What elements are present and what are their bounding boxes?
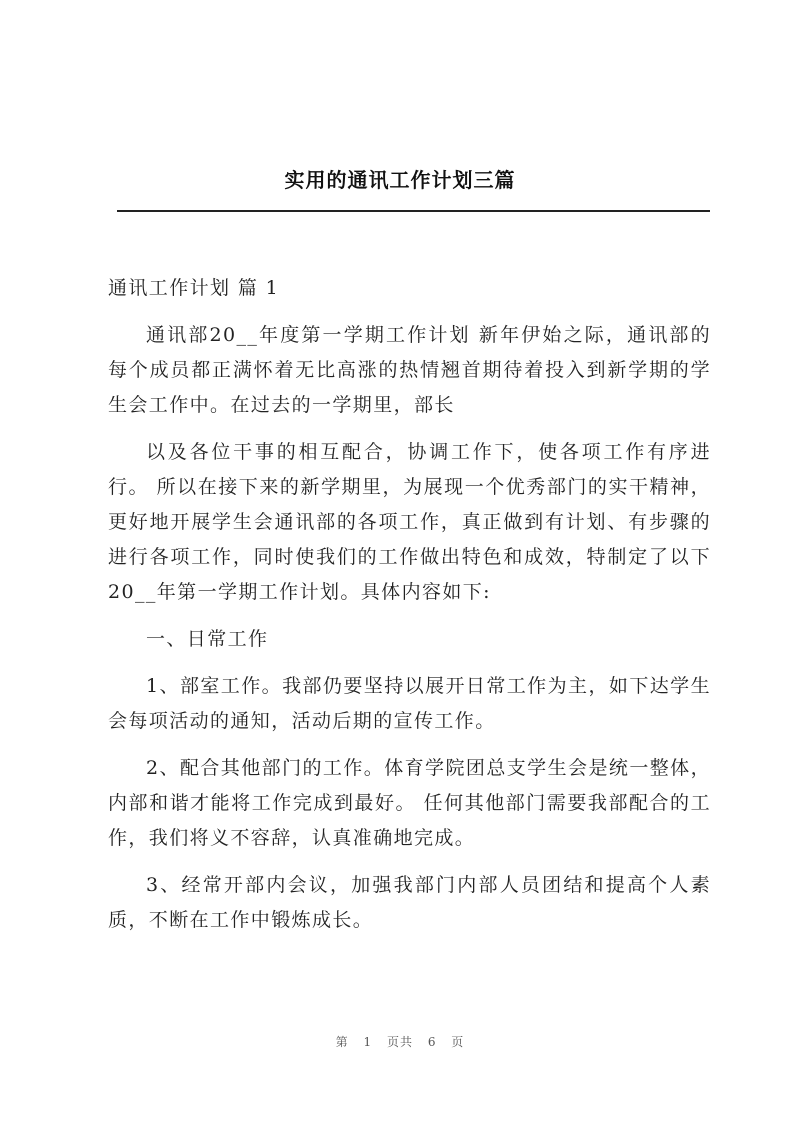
document-title: 实用的通讯工作计划三篇 (284, 168, 516, 192)
footer-prefix: 第 (335, 1035, 349, 1049)
paragraph-item-3: 3、经常开部内会议，加强我部门内部人员团结和提高个人素质，不断在工作中锻炼成长。 (108, 874, 711, 931)
paragraph-overview: 以及各位干事的相互配合，协调工作下，使各项工作有序进行。 所以在接下来的新学期里，为展现一个优秀部门的实干精神，更好地开展学生会通讯部的各项工作，真正做到有计划、有步骤的进行各项工作，同时使我们的工作做出特色和成效，特制定了以下20__年第一学期工作计划。具体内容如下: (108, 441, 711, 603)
footer-current-page: 1 (363, 1035, 373, 1049)
paragraph-item-1: 1、部室工作。我部仍要坚持以展开日常工作为主，如下达学生会每项活动的通知，活动后期的宣传工作。 (108, 675, 711, 732)
footer-total-pages: 6 (427, 1035, 437, 1049)
footer-middle: 页共 (386, 1035, 413, 1049)
section-heading: 通讯工作计划 篇 1 (108, 277, 280, 299)
title-divider (117, 210, 710, 212)
subheading-daily-work: 一、日常工作 (146, 628, 269, 650)
paragraph-item-2: 2、配合其他部门的工作。体育学院团总支学生会是统一整体，内部和谐才能将工作完成到最好。 任何其他部门需要我部配合的工作，我们将义不容辞，认真准确地完成。 (108, 757, 711, 849)
page-footer (0, 1033, 800, 1050)
document-body (108, 271, 711, 950)
paragraph-intro: 通讯部20__年度第一学期工作计划 新年伊始之际，通讯部的每个成员都正满怀着无比高涨的热情翘首期待着投入到新学期的学生会工作中。在过去的一学期里，部长 (108, 324, 711, 416)
footer-suffix: 页 (451, 1035, 465, 1049)
